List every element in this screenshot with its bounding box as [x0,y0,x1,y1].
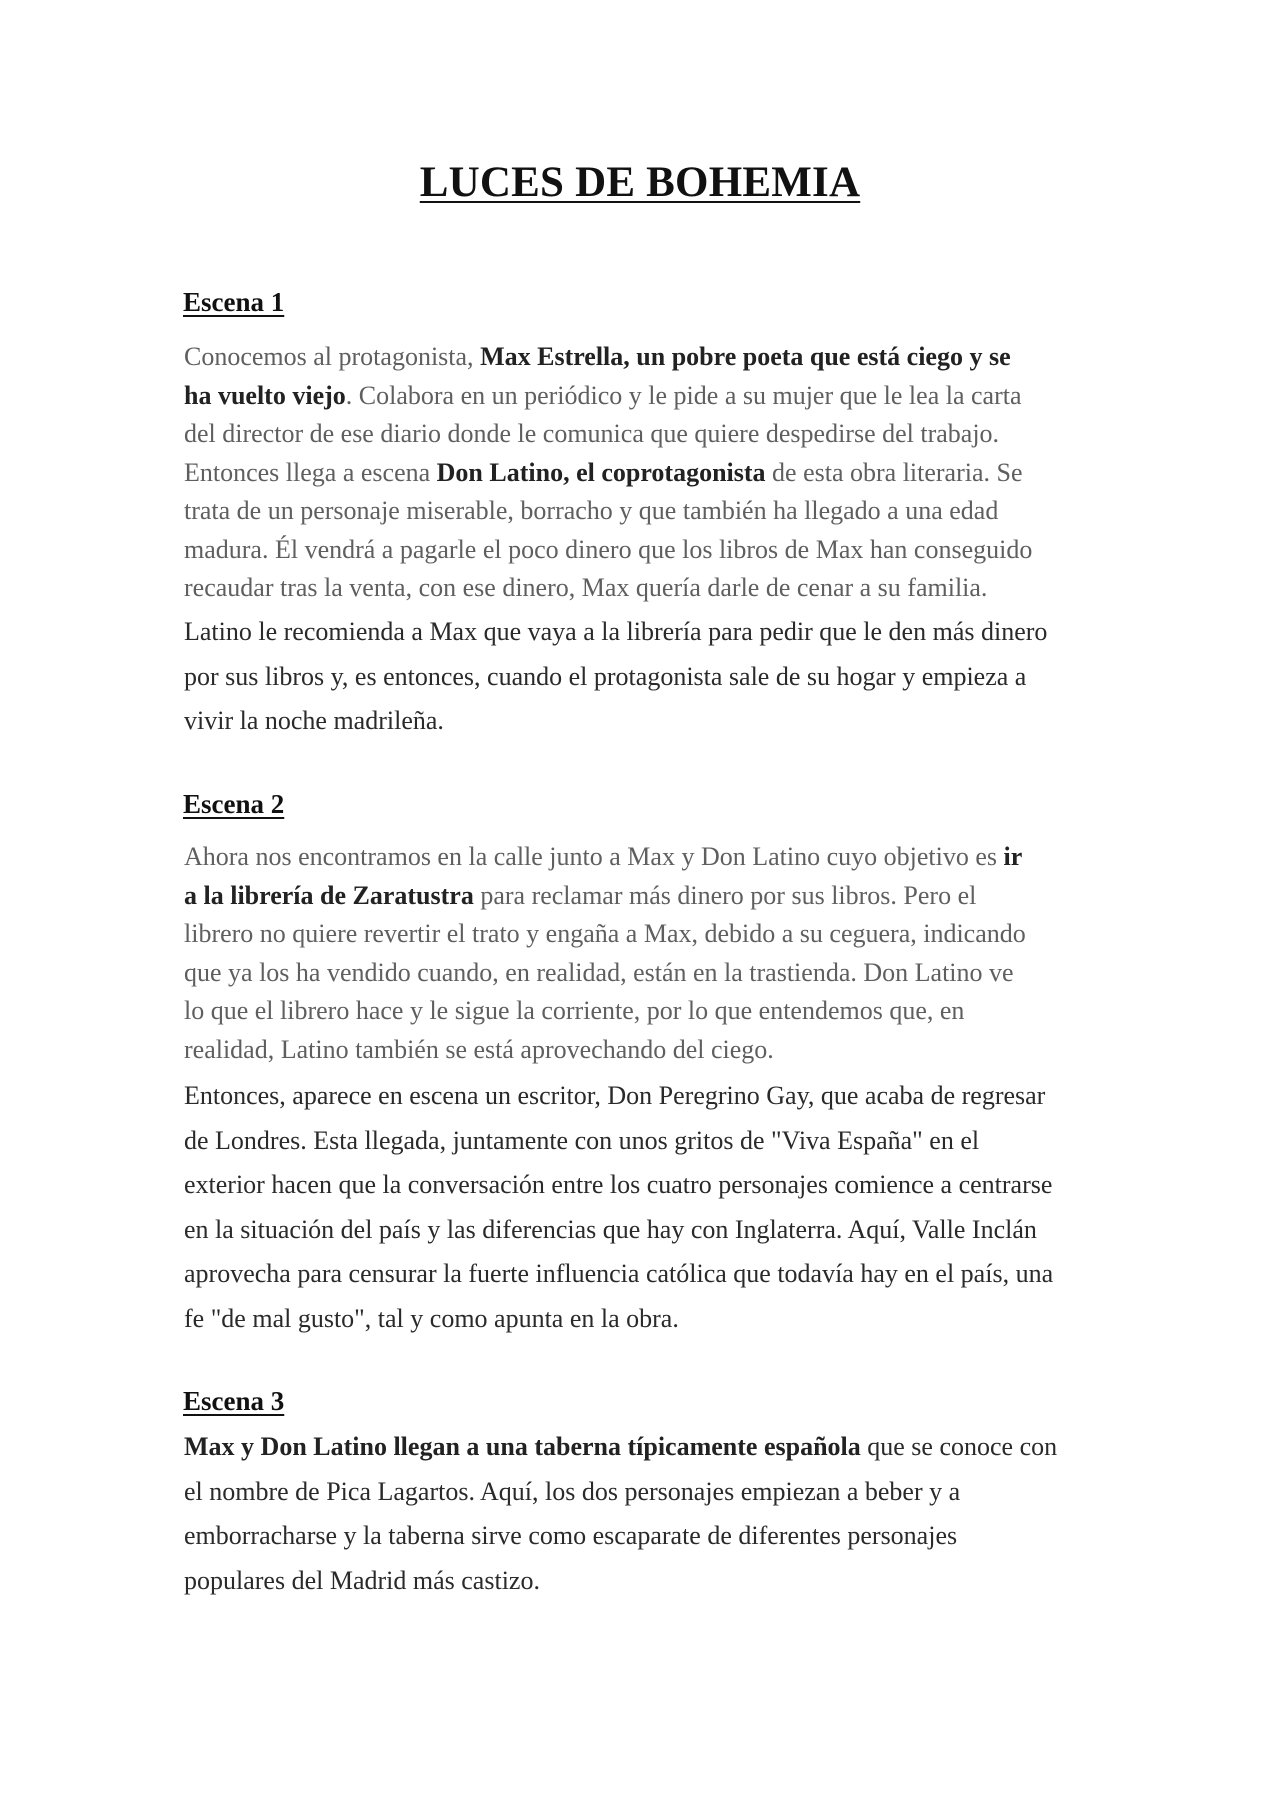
text-run: . Colabora en un periódico y le pide a su mujer que le lea la carta [345,380,1022,410]
text-line: en la situación del país y las diferencias que hay con Inglaterra. Aquí, Valle Inclán [184,1214,1037,1244]
text-run: Conocemos al protagonista, [184,342,481,371]
scene-1-paragraph-1 [184,338,1032,608]
text-line: librero no quiere revertir el trato y engaña a Max, debido a su ceguera, indicando [184,919,1026,948]
scene-2-paragraph-1 [184,838,1026,1069]
text-line: fe "de mal gusto", tal y como apunta en la obra. [184,1303,679,1333]
text-run: que se conoce con [860,1432,1058,1461]
bold-text: ir [1003,842,1023,871]
text-run: de esta obra literaria. Se [765,457,1023,487]
text-line: trata de un personaje miserable, borracho y que también ha llegado a una edad [184,496,999,525]
scene-2-heading: Escena 2 [183,789,285,819]
text-line: madura. Él vendrá a pagarle el poco dinero que los libros de Max han conseguido [184,534,1033,564]
bold-text: ha vuelto viejo [184,380,346,410]
text-line: de Londres. Esta llegada, juntamente con unos gritos de "Viva España" en el [184,1125,980,1155]
text-line: Entonces, aparece en escena un escritor, Don Peregrino Gay, que acaba de regresar [184,1081,1046,1110]
document-title: LUCES DE BOHEMIA [419,159,861,206]
text-run: para reclamar más dinero por sus libros. Pero el [473,880,977,910]
scene-3-paragraph-1 [184,1425,1057,1603]
text-line: emborracharse y la taberna sirve como escaparate de diferentes personajes [184,1521,958,1550]
text-line: exterior hacen que la conversación entre los cuatro personajes comience a centrarse [184,1170,1053,1199]
bold-text: Max y Don Latino llegan a una taberna típicamente española [184,1432,861,1461]
scene-3-heading: Escena 3 [183,1386,285,1416]
text-line: del director de ese diario donde le comunica que quiere despedirse del trabajo. [184,419,1000,448]
text-line: realidad, Latino también se está aprovechando del ciego. [184,1034,774,1064]
text-line: que ya los ha vendido cuando, en realidad, están en la trastienda. Don Latino ve [184,957,1014,987]
text-line: Latino le recomienda a Max que vaya a la librería para pedir que le den más dinero [184,617,1048,646]
text-line: aprovecha para censurar la fuerte influencia católica que todavía hay en el país, una [184,1259,1054,1288]
text-line: populares del Madrid más castizo. [184,1565,540,1595]
text-line: recaudar tras la venta, con ese dinero, Max quería darle de cenar a su familia. [184,573,988,602]
text-run: Ahora nos encontramos en la calle junto a Max y Don Latino cuyo objetivo es [184,842,1004,871]
bold-text: a la librería de Zaratustra [184,880,474,910]
text-line: el nombre de Pica Lagartos. Aquí, los dos personajes empiezan a beber y a [184,1476,961,1506]
text-line: vivir la noche madrileña. [184,706,444,735]
bold-text: Don Latino, el coprotagonista [436,457,766,487]
text-line: por sus libros y, es entonces, cuando el protagonista sale de su hogar y empieza a [184,661,1027,691]
text-line: lo que el librero hace y le sigue la corriente, por lo que entendemos que, en [184,996,965,1025]
bold-text: Max Estrella, un pobre poeta que está ciego y se [480,342,1011,371]
text-run: Entonces llega a escena [184,457,437,487]
scene-2-paragraph-2 [184,1074,1053,1341]
scene-1-heading: Escena 1 [183,287,285,317]
scene-1-paragraph-2 [184,610,1047,744]
